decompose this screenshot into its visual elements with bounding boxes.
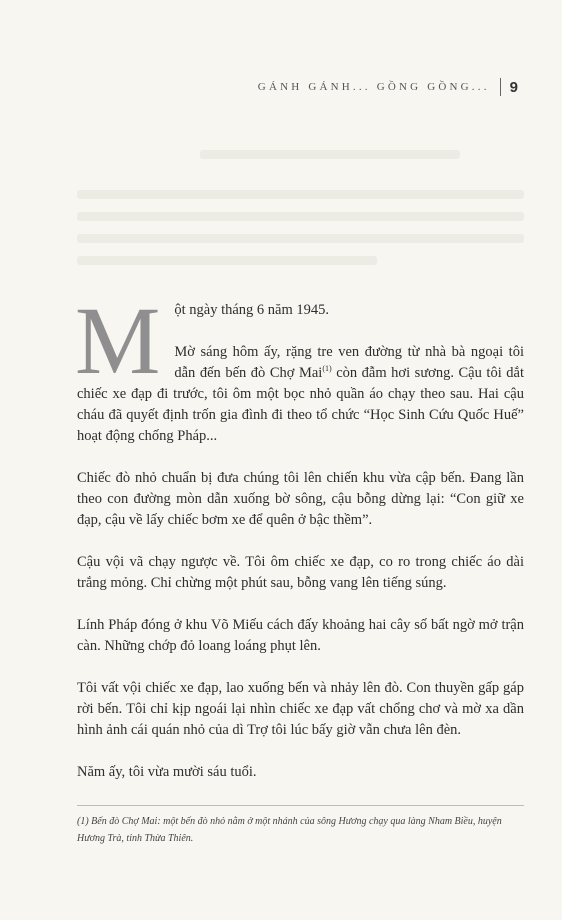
- page-number: 9: [509, 78, 518, 96]
- bleed-through-line: [77, 212, 524, 221]
- footnote-rule: [77, 805, 524, 806]
- running-head-divider: [500, 78, 501, 96]
- paragraph-7: Năm ấy, tôi vừa mười sáu tuổi.: [77, 764, 257, 780]
- paragraph-5: Lính Pháp đóng ở khu Võ Miếu cách đấy khoảng hai cây số bất ngờ mở trận càn. Những chớp đỏ loang loáng phụt lên.: [77, 617, 524, 654]
- paragraph-1: ột ngày tháng 6 năm 1945.: [174, 302, 330, 318]
- paragraph-6: Tôi vất vội chiếc xe đạp, lao xuống bến và nhảy lên đò. Con thuyền gấp gáp rời bến. Tôi chỉ kịp ngoái lại nhìn chiếc xe đạp vất chổng chơ và mờ xa dần hình ảnh cái quán nhỏ của dì Trợ tôi lúc bấy giờ vẫn chưa lên đèn.: [77, 680, 524, 738]
- bleed-through-line: [77, 256, 377, 265]
- drop-cap: M: [75, 287, 161, 394]
- paragraph-2-text-a: Mờ sáng hôm ấy, rặng tre ven đường từ nhà bà ngoại tôi dẫn đến bến đò Chợ Mai: [174, 344, 524, 381]
- paragraph-2-text-b: còn đẫm hơi sương. Cậu tôi dắt chiếc xe đạp đi trước, tôi ôm một bọc nhỏ quần áo chạy theo sau. Hai cậu cháu đã quyết định trốn gia đình đi theo tổ chức “Học Sinh Cứu Quốc Huế” hoạt động chống Pháp...: [77, 365, 524, 444]
- paragraph-4: Cậu vội vã chạy ngược về. Tôi ôm chiếc xe đạp, co ro trong chiếc áo dài trắng mỏng. Chỉ chừng một phút sau, bỗng vang lên tiếng súng.: [77, 554, 524, 591]
- running-head-title: GÁNH GÁNH... GỒNG GỒNG...: [257, 81, 490, 93]
- bleed-through-line: [200, 150, 460, 159]
- footnote: (1) Bến đò Chợ Mai: một bến đò nhỏ nằm ở một nhánh của sông Hương chạy qua làng Nham Biều, huyện Hương Trà, tỉnh Thừa Thiên.: [77, 816, 502, 844]
- bleed-through-line: [77, 234, 524, 243]
- footnote-marker: (1): [322, 364, 332, 374]
- chapter-body: [75, 287, 524, 783]
- running-head: [258, 78, 518, 96]
- paragraph-3: Chiếc đò nhỏ chuẩn bị đưa chúng tôi lên chiến khu vừa cập bến. Đang lần theo con đường mòn dẫn xuống bờ sông, cậu bỗng dừng lại: “Con giữ xe đạp, cậu về lấy chiếc bơm xe để quên ở bậc thềm”.: [77, 470, 524, 528]
- bleed-through-line: [77, 190, 524, 199]
